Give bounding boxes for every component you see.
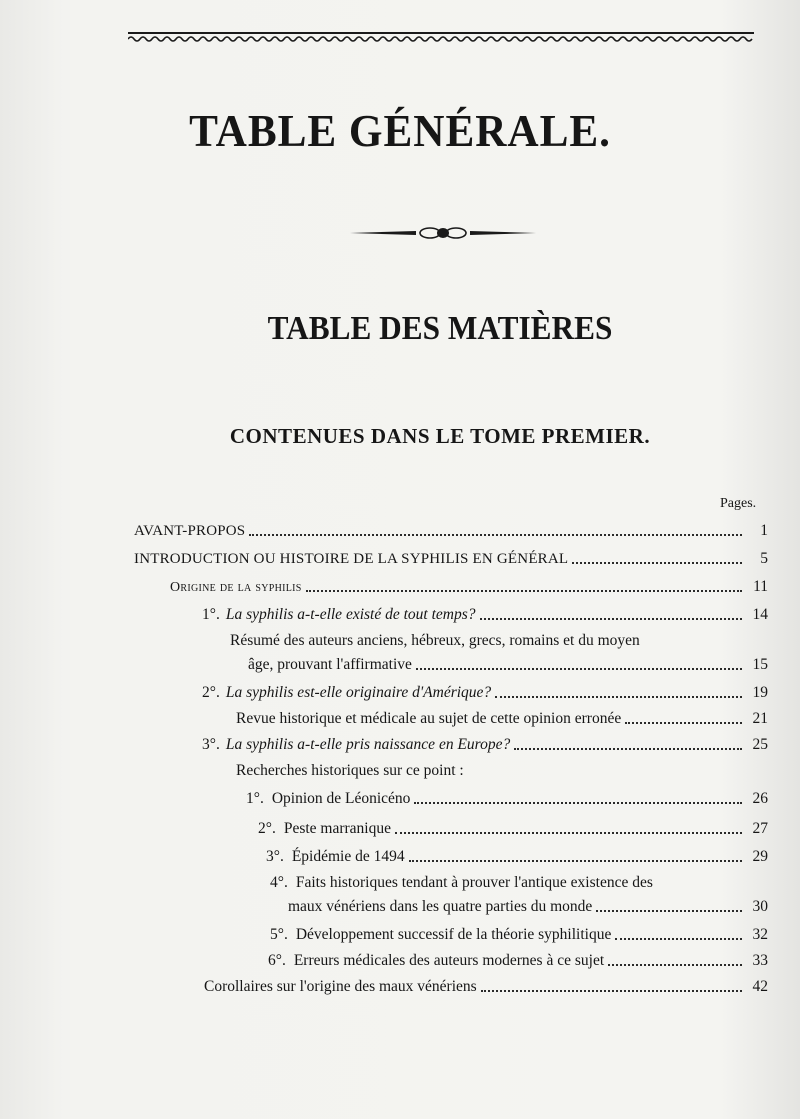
toc-entry-title: Développement successif de la théorie syphilitique <box>295 926 612 943</box>
dot-leader <box>608 964 742 966</box>
dot-leader <box>306 590 742 592</box>
toc-entry-page: 5 <box>760 550 768 567</box>
toc-entry-title: Corollaires sur l'origine des maux vénériens <box>204 978 477 995</box>
sub-title: TABLE DES MATIÈRES <box>267 310 613 347</box>
dot-leader <box>495 696 742 698</box>
tome-heading: CONTENUES DANS LE TOME PREMIER. <box>229 424 651 448</box>
toc-entry-page: 30 <box>752 898 768 915</box>
dot-leader <box>572 562 742 564</box>
toc-entry-origine <box>170 578 768 596</box>
toc-entry-number: 6°. <box>268 952 286 969</box>
toc-entry-existe-de-tout-temps <box>202 606 768 624</box>
toc-entry-title: Peste marranique <box>283 820 391 837</box>
dot-leader <box>249 534 742 536</box>
toc-entry-number: 3°. <box>202 736 220 753</box>
toc-entry-revue-historique <box>236 710 768 728</box>
dot-leader <box>625 722 742 724</box>
main-title: TABLE GÉNÉRALE. <box>189 105 611 156</box>
toc-entry-epidemie-1494 <box>266 848 768 866</box>
toc-entry-number: 1°. <box>202 606 220 623</box>
toc-entry-title: Opinion de Léonicéno <box>271 790 411 807</box>
toc-entry-leoniceno <box>246 790 768 808</box>
dot-leader <box>514 748 742 750</box>
dot-leader <box>480 618 742 620</box>
toc-entry-title: La syphilis est-elle originaire d'Amérique? <box>225 684 492 701</box>
toc-entry-number: 2°. <box>258 820 276 837</box>
dot-leader <box>414 802 742 804</box>
toc-entry-page: 26 <box>752 790 768 807</box>
toc-entry-title: Revue historique et médicale au sujet de cette opinion erronée <box>236 710 622 727</box>
toc-entry-page: 33 <box>752 952 768 969</box>
toc-entry-peste-marranique <box>258 820 768 838</box>
toc-entry-resume-line1: Résumé des auteurs anciens, hébreux, grecs, romains et du moyen <box>230 632 640 649</box>
toc-entry-title: INTRODUCTION OU HISTOIRE DE LA SYPHILIS EN GÉNÉRAL <box>134 551 569 567</box>
toc-entry-page: 21 <box>752 710 768 727</box>
toc-entry-title: La syphilis a-t-elle existé de tout temps? <box>225 606 476 623</box>
toc-entry-title: Faits historiques tendant à prouver l'antique existence des <box>295 874 653 891</box>
toc-entry-page: 15 <box>752 656 768 673</box>
toc-entry-avant-propos <box>134 522 768 540</box>
toc-entry-page: 27 <box>752 820 768 837</box>
toc-entry-page: 42 <box>752 978 768 995</box>
toc-entry-faits-historiques <box>288 898 768 916</box>
top-decorative-rule <box>128 32 754 46</box>
pages-column-label: Pages. <box>720 496 757 511</box>
toc-entry-number: 2°. <box>202 684 220 701</box>
toc-entry-resume <box>248 656 768 674</box>
dot-leader <box>596 910 742 912</box>
toc-entry-corollaires <box>204 978 768 996</box>
toc-entry-page: 32 <box>752 926 768 943</box>
toc-entry-number: 5°. <box>270 926 288 943</box>
toc-entry-title: Origine de la syphilis <box>170 580 302 595</box>
toc-entry-page: 29 <box>752 848 768 865</box>
toc-entry-amerique <box>202 684 768 702</box>
dot-leader <box>416 668 742 670</box>
ornament-divider <box>350 226 536 240</box>
toc-entry-page: 14 <box>752 606 768 623</box>
toc-entry-developpement <box>270 926 768 944</box>
toc-entry-title: âge, prouvant l'affirmative <box>248 656 412 673</box>
toc-entry-title: AVANT-PROPOS <box>134 523 246 539</box>
toc-entry-number: 4°. <box>270 874 288 891</box>
toc-entry-number: 1°. <box>246 790 264 807</box>
dot-leader <box>615 938 742 940</box>
toc-entry-page: 25 <box>752 736 768 753</box>
toc-entry-page: 1 <box>760 522 768 539</box>
toc-entry-erreurs-medicales <box>268 952 768 970</box>
dot-leader <box>481 990 742 992</box>
toc-entry-faits-historiques-line1 <box>270 874 653 892</box>
toc-entry-europe <box>202 736 768 754</box>
dot-leader <box>409 860 742 862</box>
toc-entry-page: 11 <box>753 578 768 595</box>
toc-entry-page: 19 <box>752 684 768 701</box>
toc-entry-title: maux vénériens dans les quatre parties du monde <box>288 898 593 915</box>
toc-entry-number: 3°. <box>266 848 284 865</box>
toc-entry-title: La syphilis a-t-elle pris naissance en Europe? <box>225 736 511 753</box>
toc-entry-title: Erreurs médicales des auteurs modernes à ce sujet <box>293 952 605 969</box>
toc-entry-introduction <box>134 550 768 568</box>
dot-leader <box>395 832 742 834</box>
toc-entry-title: Épidémie de 1494 <box>291 848 405 865</box>
toc-subheading-recherches: Recherches historiques sur ce point : <box>236 762 464 779</box>
